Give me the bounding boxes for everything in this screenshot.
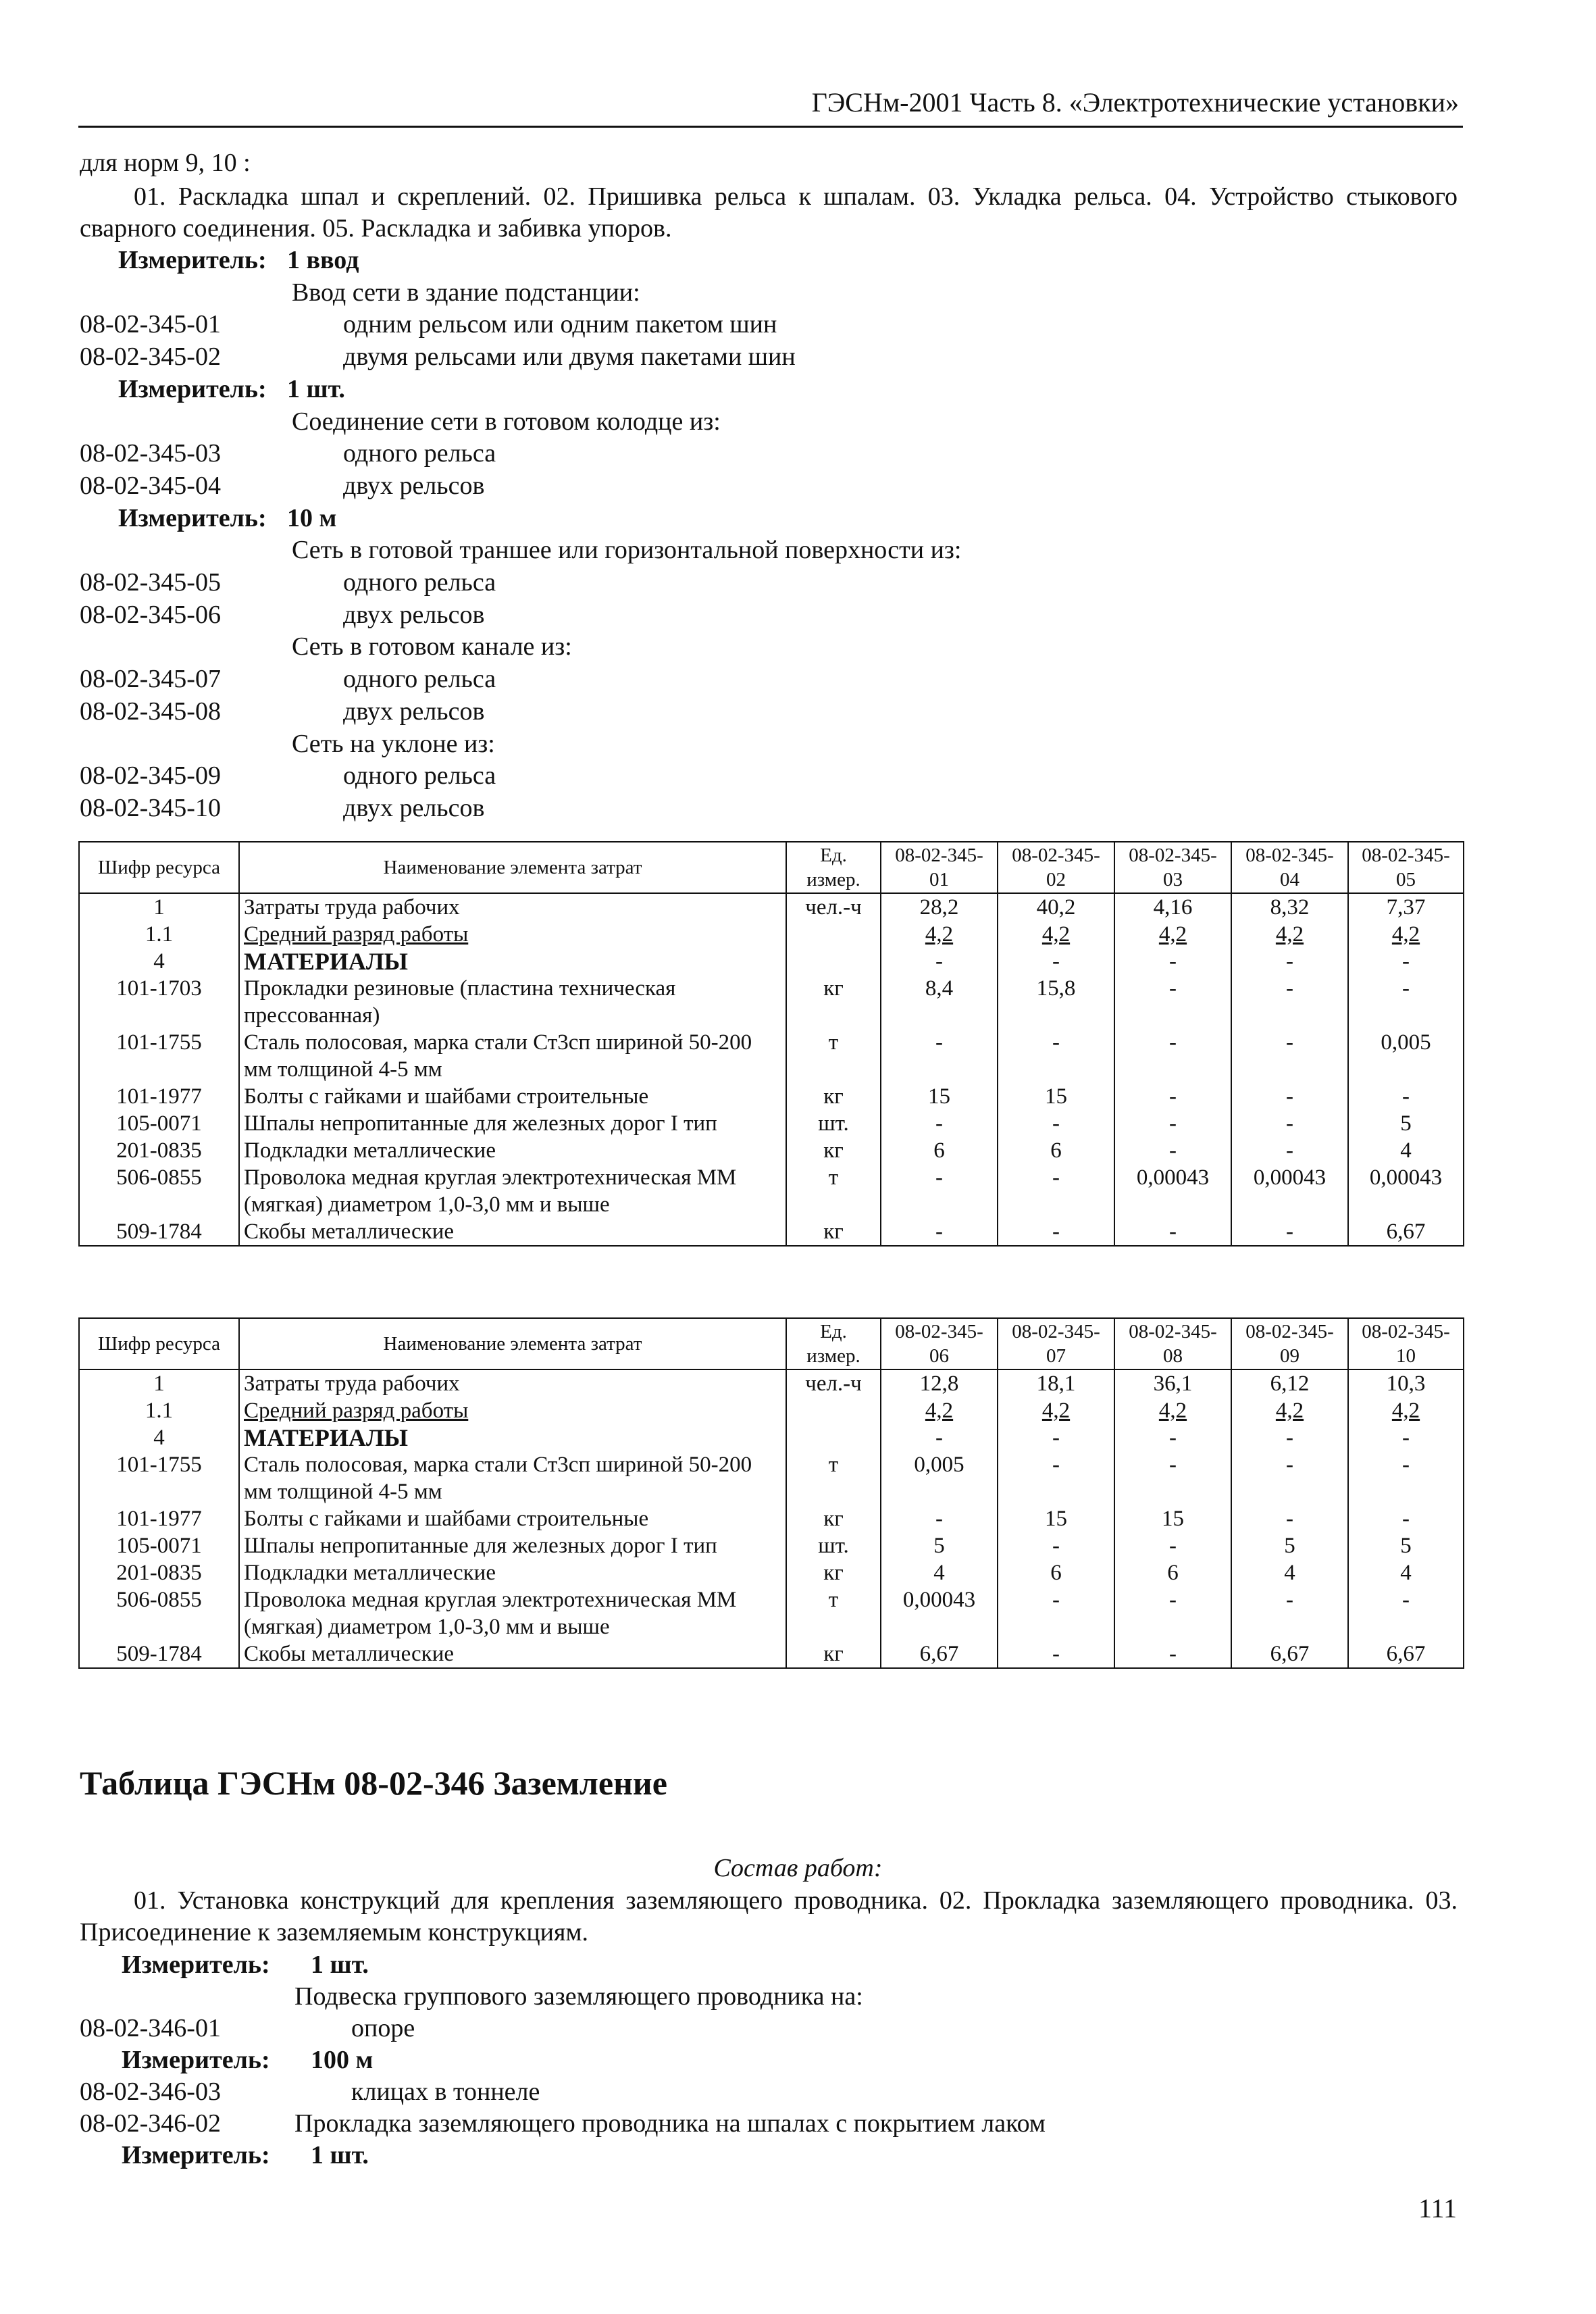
norm-code: 08-02-345-05 [80, 568, 221, 597]
norm-description: одного рельса [343, 761, 496, 790]
cell-value: 28,2 [881, 893, 998, 921]
column-header-name: Наименование элемента затрат [239, 1318, 786, 1369]
cell-value: 0,005 [1348, 1029, 1464, 1083]
table-row [79, 893, 1464, 921]
cell-value: - [1231, 948, 1348, 975]
cell-value: - [1114, 948, 1231, 975]
cell-value: - [1348, 1586, 1464, 1640]
cell-element-name: Проволока медная круглая электротехническая ММ (мягкая) диаметром 1,0-3,0 мм и выше [239, 1164, 786, 1218]
column-header-unit: Ед. измер. [786, 1318, 881, 1369]
norm-description: двух рельсов [343, 471, 485, 500]
cell-value: - [998, 1424, 1114, 1451]
cell-value: 6 [998, 1137, 1114, 1164]
column-header-norm-code: 08-02-345-07 [998, 1318, 1114, 1369]
norm-code: 08-02-345-03 [80, 439, 221, 468]
norm-code: 08-02-345-10 [80, 793, 221, 822]
cell-value: 6,67 [1348, 1640, 1464, 1668]
cell-resource-code: 201-0835 [79, 1559, 239, 1586]
norm-description: одного рельса [343, 568, 496, 597]
cell-resource-code: 105-0071 [79, 1110, 239, 1137]
cell-value: - [1114, 1137, 1231, 1164]
table-row [79, 1110, 1464, 1137]
norm-code: 08-02-346-01 [80, 2014, 221, 2042]
cell-value: 4,2 [1231, 921, 1348, 948]
column-header-norm-code: 08-02-345-02 [998, 842, 1114, 893]
column-header-code: Шифр ресурса [79, 842, 239, 893]
cell-value: 8,4 [881, 975, 998, 1029]
cell-value: 6,67 [1231, 1640, 1348, 1668]
cell-value: - [881, 948, 998, 975]
column-header-norm-code: 08-02-345-01 [881, 842, 998, 893]
cell-element-name: Сталь полосовая, марка стали Ст3сп шириной 50-200 мм толщиной 4-5 мм [239, 1451, 786, 1505]
column-header-norm-code: 08-02-345-05 [1348, 842, 1464, 893]
cell-value: 5 [1348, 1532, 1464, 1559]
cell-value: 6 [998, 1559, 1114, 1586]
cell-value: - [881, 1505, 998, 1532]
table-row [79, 1532, 1464, 1559]
meter-label: Измеритель: [118, 246, 267, 274]
cell-value: - [1114, 1083, 1231, 1110]
cell-element-name: Прокладки резиновые (пластина техническая прессованная) [239, 975, 786, 1029]
cell-element-name: Шпалы непропитанные для железных дорог I тип [239, 1110, 786, 1137]
cell-value: - [1348, 1505, 1464, 1532]
cell-value: 15 [998, 1505, 1114, 1532]
cell-element-name: Средний разряд работы [239, 1397, 786, 1424]
meter-value: 1 шт. [311, 2141, 369, 2169]
cell-unit: кг [786, 975, 881, 1029]
cell-value: 4,2 [881, 921, 998, 948]
cell-value: 4,2 [1231, 1397, 1348, 1424]
column-header-norm-code: 08-02-345-03 [1114, 842, 1231, 893]
table-row [79, 1451, 1464, 1505]
cell-value: 36,1 [1114, 1369, 1231, 1397]
norm-description: клицах в тоннеле [351, 2078, 540, 2106]
cell-value: 4,2 [1114, 921, 1231, 948]
composition-label: Состав работ: [713, 1854, 883, 1882]
norm-description: одним рельсом или одним пакетом шин [343, 310, 777, 339]
cell-value: - [1231, 1029, 1348, 1083]
cell-resource-code: 101-1977 [79, 1505, 239, 1532]
cell-element-name: Скобы металлические [239, 1218, 786, 1246]
cell-value: - [1231, 1083, 1348, 1110]
cell-value: - [998, 948, 1114, 975]
resource-table-1 [78, 841, 1464, 1247]
meter-value: 100 м [311, 2046, 374, 2074]
norm-description: двумя рельсами или двумя пакетами шин [343, 343, 796, 372]
cell-unit: т [786, 1451, 881, 1505]
table-row [79, 921, 1464, 948]
norm-code: 08-02-346-02 [80, 2109, 221, 2138]
running-header: ГЭСНм-2001 Часть 8. «Электротехнические установки» [811, 87, 1459, 118]
cell-value: - [1231, 1137, 1348, 1164]
cell-resource-code: 4 [79, 1424, 239, 1451]
cell-value: - [1231, 1505, 1348, 1532]
table-row [79, 948, 1464, 975]
norm-description: опоре [351, 2014, 415, 2042]
cell-value: 6 [1114, 1559, 1231, 1586]
cell-value: 10,3 [1348, 1369, 1464, 1397]
cell-value: 4,2 [881, 1397, 998, 1424]
cell-unit: кг [786, 1505, 881, 1532]
cell-element-name: Проволока медная круглая электротехническая ММ (мягкая) диаметром 1,0-3,0 мм и выше [239, 1586, 786, 1640]
cell-value: 4,2 [1348, 1397, 1464, 1424]
cell-value: - [1231, 1586, 1348, 1640]
section-title: Таблица ГЭСНм 08-02-346 Заземление [80, 1764, 667, 1802]
cell-value: 5 [1231, 1532, 1348, 1559]
group-heading: Сеть на уклоне из: [292, 729, 495, 758]
norm-code: 08-02-346-03 [80, 2078, 221, 2106]
cell-value: - [1348, 948, 1464, 975]
work-composition-text-346: 01. Установка конструкций для крепления заземляющего проводника. 02. Прокладка заземляющего проводника. 03. Присоединение к заземляемым конструкциям. [80, 1886, 1458, 1946]
cell-resource-code: 1.1 [79, 921, 239, 948]
cell-element-name: Затраты труда рабочих [239, 893, 786, 921]
cell-unit [786, 921, 881, 948]
cell-value: 40,2 [998, 893, 1114, 921]
cell-value: 6,67 [881, 1640, 998, 1668]
cell-value: 4 [881, 1559, 998, 1586]
table-row [79, 1369, 1464, 1397]
norm-code: 08-02-345-02 [80, 343, 221, 372]
cell-value: - [1114, 1218, 1231, 1246]
meter-value: 1 шт. [311, 1951, 369, 1979]
cell-unit [786, 1424, 881, 1451]
norm-description: двух рельсов [343, 697, 485, 726]
cell-resource-code: 506-0855 [79, 1586, 239, 1640]
cell-value: 0,00043 [1348, 1164, 1464, 1218]
cell-value: 8,32 [1231, 893, 1348, 921]
table-row [79, 1083, 1464, 1110]
cell-value: - [1231, 975, 1348, 1029]
cell-value: - [881, 1164, 998, 1218]
group-heading: Соединение сети в готовом колодце из: [292, 407, 721, 436]
cell-value: - [1348, 1083, 1464, 1110]
cell-value: 0,00043 [1114, 1164, 1231, 1218]
cell-resource-code: 101-1755 [79, 1029, 239, 1083]
table-row [79, 1559, 1464, 1586]
norm-description: двух рельсов [343, 793, 485, 822]
table-row [79, 1397, 1464, 1424]
cell-resource-code: 509-1784 [79, 1640, 239, 1668]
cell-value: - [881, 1424, 998, 1451]
intro-line: для норм 9, 10 : [80, 149, 251, 177]
cell-value: 4 [1231, 1559, 1348, 1586]
cell-value: - [881, 1110, 998, 1137]
cell-unit [786, 1397, 881, 1424]
cell-value: 4,2 [1114, 1397, 1231, 1424]
cell-unit: шт. [786, 1110, 881, 1137]
cell-value: 5 [1348, 1110, 1464, 1137]
cell-value: 4,2 [1348, 921, 1464, 948]
cell-element-name: Сталь полосовая, марка стали Ст3сп шириной 50-200 мм толщиной 4-5 мм [239, 1029, 786, 1083]
meter-label: Измеритель: [118, 503, 267, 532]
norm-code: 08-02-345-09 [80, 761, 221, 790]
page-number: 111 [1418, 2193, 1458, 2223]
cell-value: - [1114, 1110, 1231, 1137]
cell-resource-code: 509-1784 [79, 1218, 239, 1246]
resource-table-2 [78, 1317, 1464, 1669]
cell-unit: кг [786, 1559, 881, 1586]
cell-resource-code: 105-0071 [79, 1532, 239, 1559]
cell-resource-code: 101-1755 [79, 1451, 239, 1505]
meter-label: Измеритель: [118, 374, 267, 403]
cell-element-name: Подкладки металлические [239, 1137, 786, 1164]
cell-value: 4,2 [998, 1397, 1114, 1424]
cell-value: - [1231, 1451, 1348, 1505]
cell-element-name: Средний разряд работы [239, 921, 786, 948]
cell-value: 6,12 [1231, 1369, 1348, 1397]
cell-value: - [881, 1029, 998, 1083]
cell-value: - [998, 1218, 1114, 1246]
cell-value: - [998, 1029, 1114, 1083]
cell-value: - [1114, 1424, 1231, 1451]
column-header-norm-code: 08-02-345-09 [1231, 1318, 1348, 1369]
cell-value: 15 [998, 1083, 1114, 1110]
cell-unit: кг [786, 1218, 881, 1246]
group-heading: Сеть в готовой траншее или горизонтальной поверхности из: [292, 536, 962, 565]
cell-value: 4,2 [998, 921, 1114, 948]
cell-unit: кг [786, 1137, 881, 1164]
cell-value: - [1348, 1424, 1464, 1451]
cell-unit: чел.-ч [786, 1369, 881, 1397]
cell-value: - [998, 1164, 1114, 1218]
column-header-name: Наименование элемента затрат [239, 842, 786, 893]
cell-unit [786, 948, 881, 975]
norm-description: двух рельсов [343, 600, 485, 629]
table-row [79, 1218, 1464, 1246]
norm-code: 08-02-345-06 [80, 600, 221, 629]
meter-value: 1 ввод [287, 246, 359, 274]
cell-resource-code: 1.1 [79, 1397, 239, 1424]
cell-unit: шт. [786, 1532, 881, 1559]
cell-value: - [1114, 1640, 1231, 1668]
norm-code: 08-02-345-04 [80, 471, 221, 500]
column-header-code: Шифр ресурса [79, 1318, 239, 1369]
table-row [79, 1586, 1464, 1640]
column-header-norm-code: 08-02-345-10 [1348, 1318, 1464, 1369]
cell-value: - [998, 1640, 1114, 1668]
cell-unit: чел.-ч [786, 893, 881, 921]
meter-value: 10 м [287, 503, 337, 532]
column-header-unit: Ед. измер. [786, 842, 881, 893]
cell-resource-code: 506-0855 [79, 1164, 239, 1218]
cell-value: 4 [1348, 1137, 1464, 1164]
cell-value: 0,005 [881, 1451, 998, 1505]
meter-label: Измеритель: [122, 2141, 270, 2169]
cell-resource-code: 1 [79, 1369, 239, 1397]
norm-code: 08-02-345-01 [80, 310, 221, 339]
cell-value: 15,8 [998, 975, 1114, 1029]
cell-element-name: Затраты труда рабочих [239, 1369, 786, 1397]
cell-value: - [998, 1532, 1114, 1559]
meter-label: Измеритель: [122, 2046, 270, 2074]
cell-value: - [998, 1451, 1114, 1505]
norm-code: 08-02-345-08 [80, 697, 221, 726]
cell-element-name: Болты с гайками и шайбами строительные [239, 1083, 786, 1110]
cell-resource-code: 201-0835 [79, 1137, 239, 1164]
cell-value: 18,1 [998, 1369, 1114, 1397]
cell-value: - [1231, 1110, 1348, 1137]
cell-value: 0,00043 [881, 1586, 998, 1640]
group-heading: Сеть в готовом канале из: [292, 632, 572, 661]
cell-unit: т [786, 1586, 881, 1640]
norm-description: одного рельса [343, 665, 496, 694]
cell-value: - [1114, 1586, 1231, 1640]
cell-element-name: Болты с гайками и шайбами строительные [239, 1505, 786, 1532]
table-row [79, 1137, 1464, 1164]
column-header-norm-code: 08-02-345-04 [1231, 842, 1348, 893]
cell-element-name: МАТЕРИАЛЫ [239, 1424, 786, 1451]
cell-value: - [1231, 1218, 1348, 1246]
norm-code: 08-02-345-07 [80, 665, 221, 694]
table-row [79, 1640, 1464, 1668]
cell-resource-code: 1 [79, 893, 239, 921]
group-heading: Ввод сети в здание подстанции: [292, 278, 640, 307]
cell-value: 15 [881, 1083, 998, 1110]
cell-value: 7,37 [1348, 893, 1464, 921]
cell-value: - [1114, 975, 1231, 1029]
cell-unit: кг [786, 1083, 881, 1110]
table-row [79, 975, 1464, 1029]
cell-value: - [1114, 1532, 1231, 1559]
cell-element-name: МАТЕРИАЛЫ [239, 948, 786, 975]
cell-value: 6 [881, 1137, 998, 1164]
cell-unit: кг [786, 1640, 881, 1668]
cell-value: - [1114, 1451, 1231, 1505]
cell-element-name: Шпалы непропитанные для железных дорог I тип [239, 1532, 786, 1559]
column-header-norm-code: 08-02-345-06 [881, 1318, 998, 1369]
cell-value: 6,67 [1348, 1218, 1464, 1246]
cell-value: 0,00043 [1231, 1164, 1348, 1218]
table-row [79, 1505, 1464, 1532]
cell-value: 12,8 [881, 1369, 998, 1397]
cell-value: - [1114, 1029, 1231, 1083]
cell-resource-code: 101-1977 [79, 1083, 239, 1110]
cell-value: 5 [881, 1532, 998, 1559]
column-header-norm-code: 08-02-345-08 [1114, 1318, 1231, 1369]
cell-value: 4,16 [1114, 893, 1231, 921]
cell-value: - [998, 1586, 1114, 1640]
cell-value: - [998, 1110, 1114, 1137]
table-row [79, 1424, 1464, 1451]
cell-value: - [1348, 1451, 1464, 1505]
cell-resource-code: 101-1703 [79, 975, 239, 1029]
cell-value: 15 [1114, 1505, 1231, 1532]
work-composition-text: 01. Раскладка шпал и скреплений. 02. Пришивка рельса к шпалам. 03. Укладка рельса. 04. Устройство стыкового сварного соединения. 05. Раскладка и забивка упоров. [80, 182, 1458, 243]
group-heading: Подвеска группового заземляющего проводника на: [294, 1982, 863, 2011]
header-rule [78, 126, 1463, 128]
meter-value: 1 шт. [287, 374, 345, 403]
cell-value: - [1231, 1424, 1348, 1451]
meter-label: Измеритель: [122, 1951, 270, 1979]
cell-element-name: Скобы металлические [239, 1640, 786, 1668]
cell-value: - [881, 1218, 998, 1246]
cell-resource-code: 4 [79, 948, 239, 975]
cell-unit: т [786, 1164, 881, 1218]
cell-element-name: Подкладки металлические [239, 1559, 786, 1586]
norm-description: одного рельса [343, 439, 496, 468]
table-row [79, 1029, 1464, 1083]
table-row [79, 1164, 1464, 1218]
cell-value: - [1348, 975, 1464, 1029]
norm-description: Прокладка заземляющего проводника на шпалах с покрытием лаком [294, 2109, 1046, 2138]
cell-value: 4 [1348, 1559, 1464, 1586]
cell-unit: т [786, 1029, 881, 1083]
